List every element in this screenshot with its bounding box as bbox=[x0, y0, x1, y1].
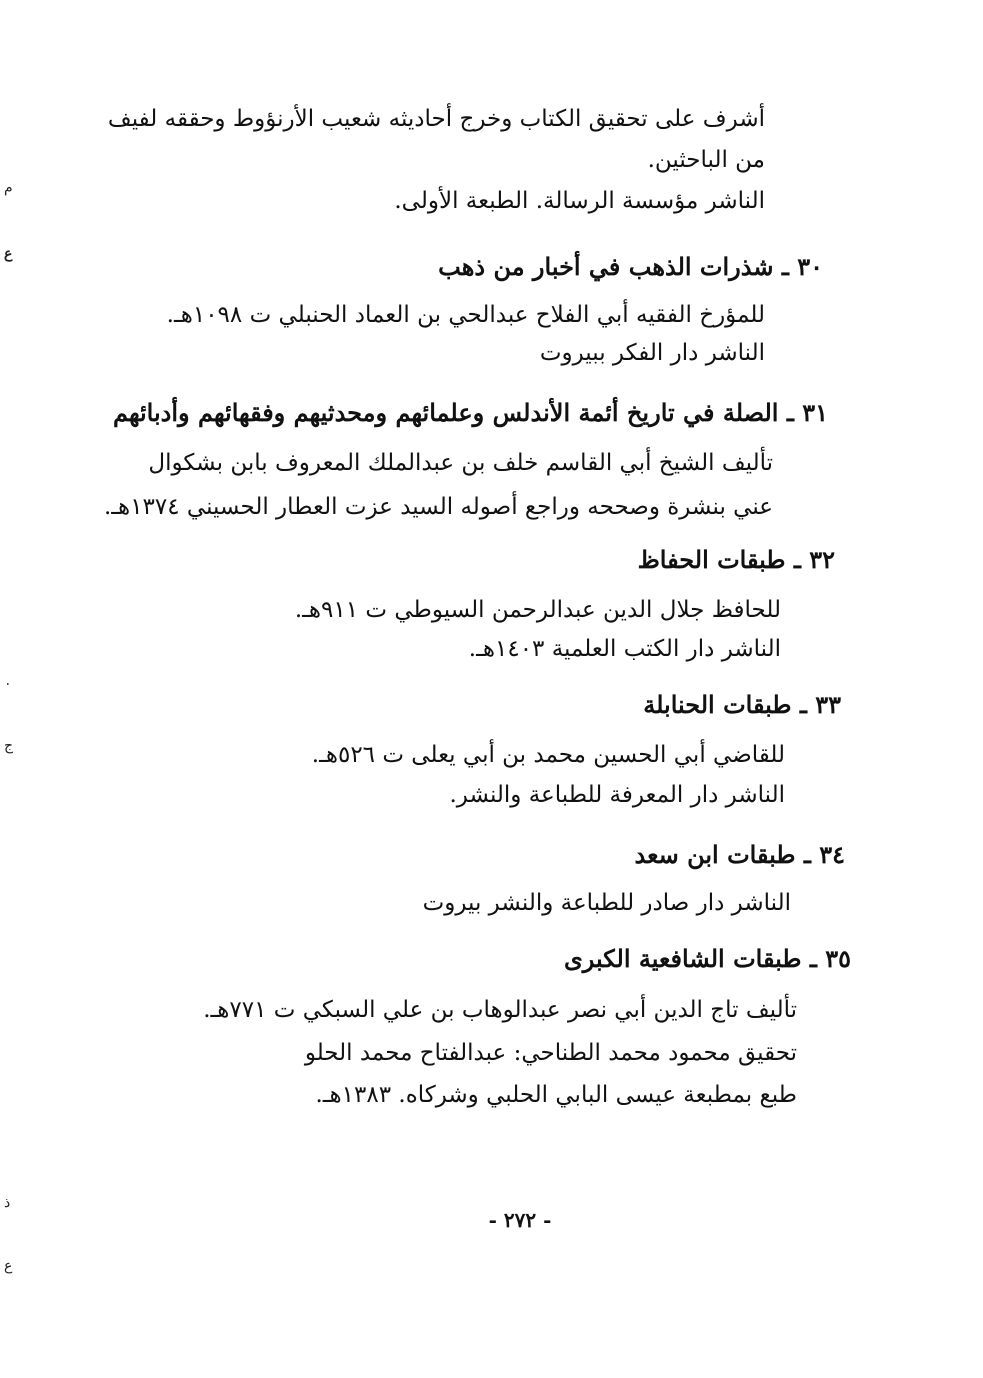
entry-31-line-2: عني بنشرة وصححه وراجع أصوله السيد عزت العطار الحسيني ١٣٧٤هـ. bbox=[104, 494, 773, 520]
entry-35-heading: ٣٥ ـ طبقات الشافعية الكبرى bbox=[564, 944, 851, 973]
entry-31-heading: ٣١ ـ الصلة في تاريخ أئمة الأندلس وعلمائهم ومحدثيهم وفقهائهم وأدبائهم bbox=[112, 398, 828, 427]
entry-35-line-3: طبع بمطبعة عيسى البابي الحلبي وشركاه. ١٣٨٣هـ. bbox=[315, 1082, 797, 1108]
entry-33-line-1: للقاضي أبي الحسين محمد بن أبي يعلى ت ٥٢٦هـ. bbox=[311, 742, 785, 768]
intro-line-3: الناشر مؤسسة الرسالة. الطبعة الأولى. bbox=[394, 188, 765, 214]
entry-32-line-2: الناشر دار الكتب العلمية ١٤٠٣هـ. bbox=[468, 636, 781, 662]
margin-mark-4: ج bbox=[4, 738, 14, 754]
entry-30-heading: ٣٠ ـ شذرات الذهب في أخبار من ذهب bbox=[438, 252, 823, 281]
margin-mark-3: ٠ bbox=[4, 676, 12, 692]
page-number: - ٢٧٢ - bbox=[488, 1208, 552, 1232]
entry-30-line-2: الناشر دار الفكر ببيروت bbox=[539, 340, 765, 366]
entry-30-line-1: للمؤرخ الفقيه أبي الفلاح عبدالحي بن العماد الحنبلي ت ١٠٩٨هـ. bbox=[166, 302, 765, 328]
entry-35-line-1: تأليف تاج الدين أبي نصر عبدالوهاب بن علي السبكي ت ٧٧١هـ. bbox=[203, 997, 797, 1023]
margin-mark-2: ع bbox=[4, 246, 13, 262]
margin-mark-6: ع bbox=[4, 1258, 13, 1274]
entry-32-heading: ٣٢ ـ طبقات الحفاظ bbox=[637, 545, 835, 574]
entry-31-line-1: تأليف الشيخ أبي القاسم خلف بن عبدالملك المعروف بابن بشكوال bbox=[148, 450, 773, 476]
margin-mark-5: ذ bbox=[4, 1195, 11, 1211]
entry-34-line-1: الناشر دار صادر للطباعة والنشر بيروت bbox=[422, 890, 791, 916]
margin-mark-1: م bbox=[4, 180, 13, 196]
entry-33-line-2: الناشر دار المعرفة للطباعة والنشر. bbox=[449, 782, 785, 808]
entry-32-line-1: للحافظ جلال الدين عبدالرحمن السيوطي ت ٩١١هـ. bbox=[294, 597, 781, 623]
entry-35-line-2: تحقيق محمود محمد الطناحي: عبدالفتاح محمد الحلو bbox=[304, 1040, 797, 1066]
entry-34-heading: ٣٤ ـ طبقات ابن سعد bbox=[634, 840, 845, 869]
entry-33-heading: ٣٣ ـ طبقات الحنابلة bbox=[643, 690, 841, 719]
intro-line-1: أشرف على تحقيق الكتاب وخرج أحاديثه شعيب الأرنؤوط وحققه لفيف bbox=[107, 106, 765, 132]
intro-line-2: من الباحثين. bbox=[647, 147, 765, 173]
